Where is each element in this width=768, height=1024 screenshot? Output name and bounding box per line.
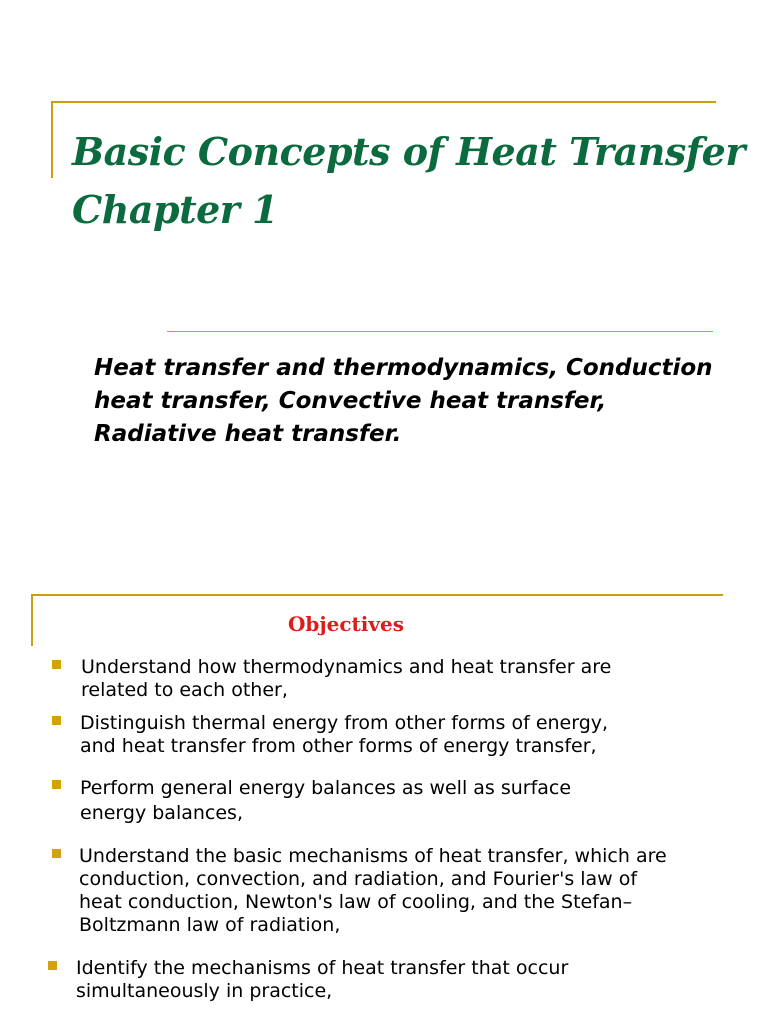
slide1-frame-left-line — [51, 101, 53, 178]
objective-item-1: Understand how thermodynamics and heat transfer are related to each other, — [81, 656, 612, 701]
bullet-marker — [52, 660, 61, 669]
slide-subtitle: Heat transfer and thermodynamics, Conduction heat transfer, Convective heat transfer, Radiative heat transfer. — [94, 355, 713, 447]
slide1-divider-line — [167, 331, 713, 332]
slide1-frame-top-line — [51, 101, 716, 103]
objective-item-3: Perform general energy balances as well as surface energy balances, — [80, 777, 572, 824]
slide-title-line1: Basic Concepts of Heat Transfer — [72, 129, 745, 174]
objective-item-5: Identify the mechanisms of heat transfer that occur simultaneously in practice, — [76, 957, 569, 1002]
slide2-frame-top-line — [31, 594, 723, 596]
bullet-marker — [48, 961, 57, 970]
objective-item-2: Distinguish thermal energy from other forms of energy, and heat transfer from other forms of energy transfer, — [80, 712, 609, 757]
bullet-marker — [52, 849, 61, 858]
bullet-marker — [52, 716, 61, 725]
slide-title-line2: Chapter 1 — [72, 187, 278, 232]
objective-item-4: Understand the basic mechanisms of heat transfer, which are conduction, convection, and radiation, and Fourier's law of heat conduction, Newton's law of cooling, and the Stefan– Boltzmann law of radiation, — [79, 845, 667, 936]
bullet-marker — [52, 780, 61, 789]
objectives-heading: Objectives — [288, 612, 404, 636]
slide2-frame-left-line — [31, 594, 33, 646]
